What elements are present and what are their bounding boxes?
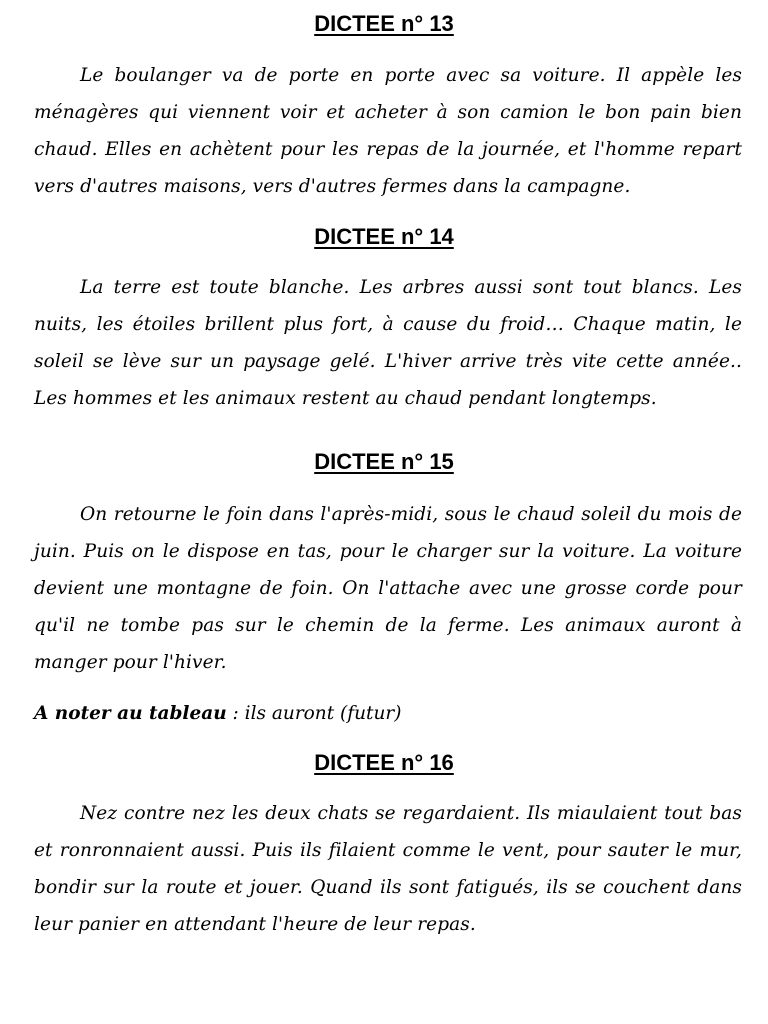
dictation-13-title: DICTEE n° 13 [314, 11, 454, 36]
board-note-text: ils auront (futur) [244, 703, 402, 724]
dictation-13-text: Le boulanger va de porte en porte avec sa voiture. Il appèle les ménagères qui viennent voir et acheter à son camion le bon pain bien chaud. Elles en achètent pour les repas de la journée, et l'homme repart vers d'autres maisons, vers d'autres fermes dans la campagne. [34, 65, 742, 197]
board-note-separator: : [226, 703, 245, 724]
board-note-label: A noter au tableau [34, 703, 227, 724]
dictation-15-text: On retourne le foin dans l'après-midi, sous le chaud soleil du mois de juin. Puis on le dispose en tas, pour le charger sur la voiture. La voiture devient une montagne de foin. On l'attache avec une grosse corde pour qu'il ne tombe pas sur le chemin de la ferme. Les animaux auront à manger pour l'hiver. [34, 504, 742, 673]
dictation-14-title: DICTEE n° 14 [314, 224, 454, 249]
dictation-14-text: La terre est toute blanche. Les arbres aussi sont tout blancs. Les nuits, les étoiles brillent plus fort, à cause du froid… Chaque matin, le soleil se lève sur un paysage gelé. L'hiver arrive très vite cette année.. Les hommes et les animaux restent au chaud pendant longtemps. [34, 277, 742, 409]
board-note [34, 697, 401, 731]
dictation-16-title: DICTEE n° 16 [314, 750, 454, 775]
dictation-16-text: Nez contre nez les deux chats se regardaient. Ils miaulaient tout bas et ronronnaient aussi. Puis ils filaient comme le vent, pour sauter le mur, bondir sur la route et jouer. Quand ils sont fatigués, ils se couchent dans leur panier en attendant l'heure de leur repas. [34, 803, 742, 935]
dictation-15-title: DICTEE n° 15 [314, 449, 454, 474]
